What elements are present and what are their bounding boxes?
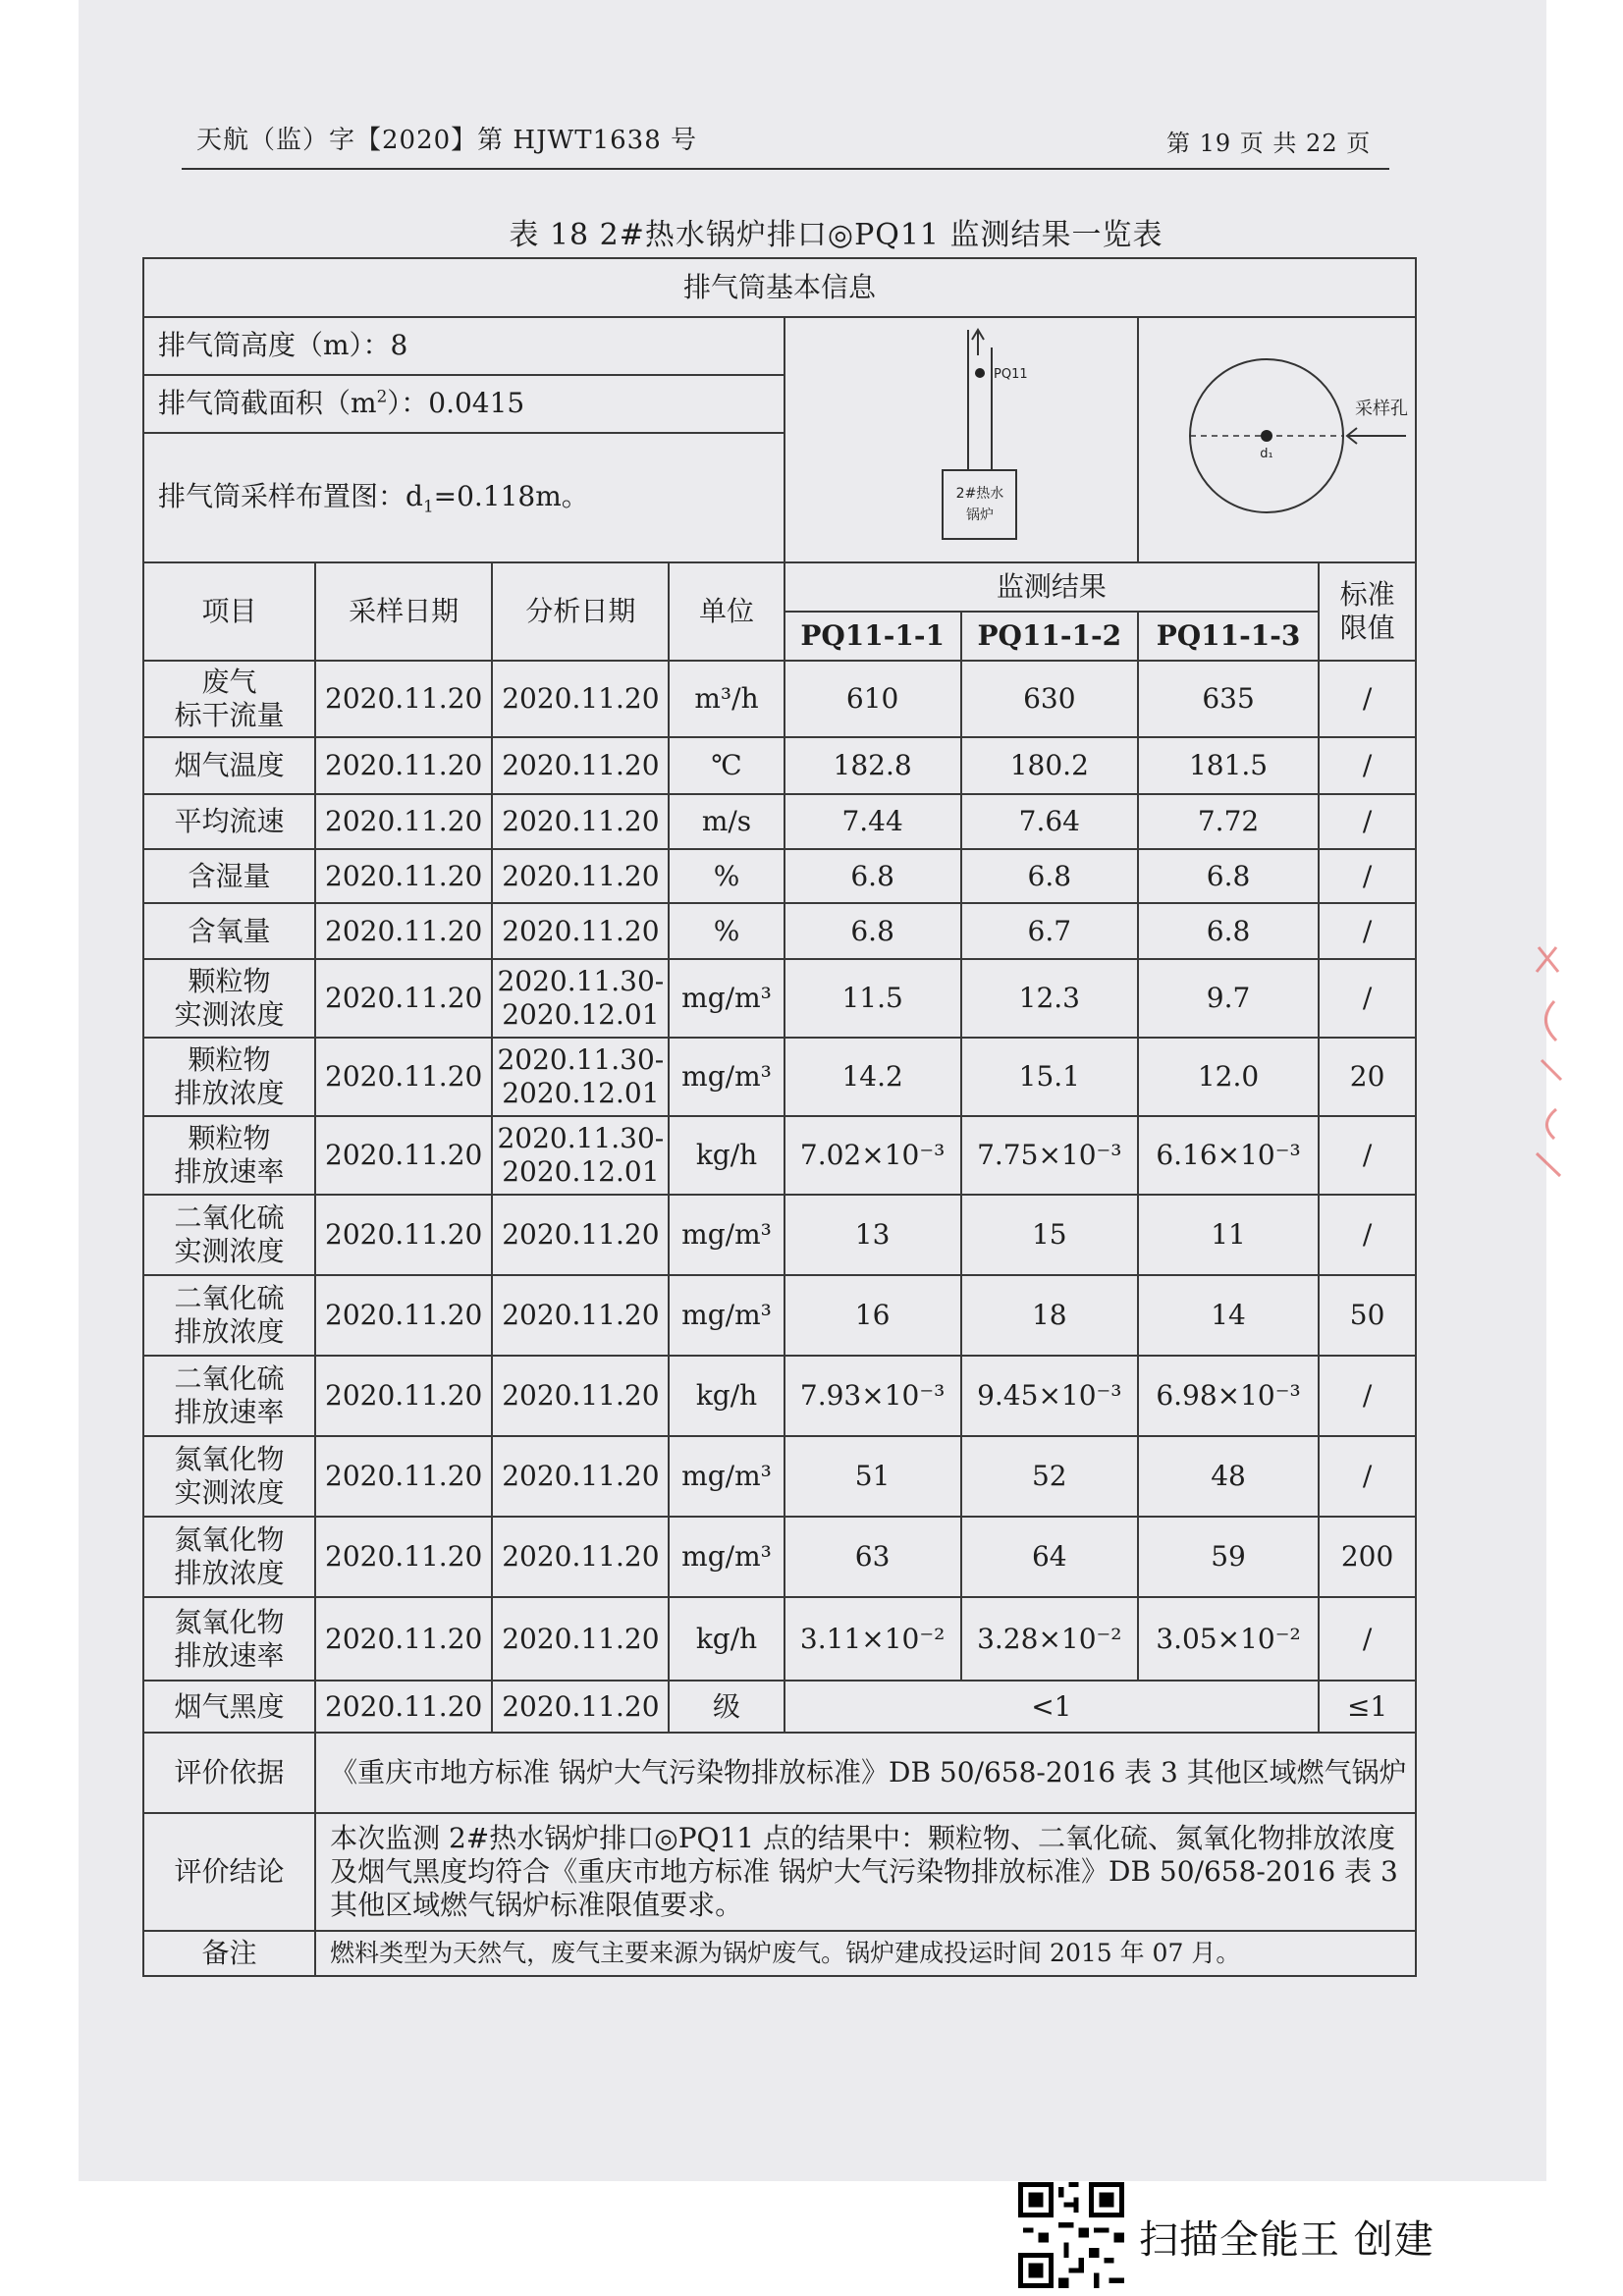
row-sample-date: 2020.11.20 — [315, 1517, 492, 1597]
sampling-port-icon — [1139, 318, 1508, 554]
smoke-analysis-date: 2020.11.20 — [492, 1681, 669, 1733]
row-item: 二氧化硫 实测浓度 — [143, 1195, 315, 1275]
smoke-value: <1 — [784, 1681, 1320, 1733]
table-row — [143, 849, 1416, 903]
conclusion-text: 本次监测 2#热水锅炉排口◎PQ11 点的结果中：颗粒物、二氧化硫、氮氧化物排放浓度及烟气黑度均符合《重庆市地方标准 锅炉大气污染物排放标准》DB 50/658-2016 表 3 其他区域燃气锅炉标准限值要求。 — [315, 1813, 1416, 1931]
row-analysis-date: 2020.11.20 — [492, 1195, 669, 1275]
table-row — [143, 1436, 1416, 1517]
scanner-watermark: 扫描全能王 创建 — [1139, 2217, 1434, 2263]
row-limit: / — [1319, 737, 1416, 794]
row-value-pq11-1-1: 3.11×10⁻² — [784, 1597, 961, 1681]
row-analysis-date: 2020.11.20 — [492, 737, 669, 794]
svg-text:2#热水: 2#热水 — [955, 486, 1003, 502]
smoke-sample-date: 2020.11.20 — [315, 1681, 492, 1733]
row-item: 二氧化硫 排放速率 — [143, 1356, 315, 1436]
row-value-pq11-1-1: 11.5 — [784, 959, 961, 1038]
row-unit: mg/m³ — [669, 1195, 784, 1275]
svg-text:采样孔: 采样孔 — [1354, 399, 1408, 419]
row-unit: mg/m³ — [669, 1275, 784, 1356]
row-limit: / — [1319, 959, 1416, 1038]
row-limit: 50 — [1319, 1275, 1416, 1356]
results-table — [142, 257, 1417, 1977]
row-analysis-date: 2020.11.20 — [492, 1275, 669, 1356]
row-unit: kg/h — [669, 1597, 784, 1681]
row-value-pq11-1-2: 7.75×10⁻³ — [961, 1116, 1138, 1195]
row-item: 颗粒物 排放浓度 — [143, 1038, 315, 1116]
row-limit: 20 — [1319, 1038, 1416, 1116]
row-sample-date: 2020.11.20 — [315, 1436, 492, 1517]
col-analysis-date: 分析日期 — [492, 562, 669, 661]
row-limit: / — [1319, 1116, 1416, 1195]
conclusion-label: 评价结论 — [143, 1813, 315, 1931]
row-value-pq11-1-3: 12.0 — [1138, 1038, 1319, 1116]
row-sample-date: 2020.11.20 — [315, 737, 492, 794]
row-item: 二氧化硫 排放浓度 — [143, 1275, 315, 1356]
row-value-pq11-1-3: 6.8 — [1138, 903, 1319, 959]
table-row — [143, 1116, 1416, 1195]
row-value-pq11-1-2: 15.1 — [961, 1038, 1138, 1116]
row-value-pq11-1-3: 6.98×10⁻³ — [1138, 1356, 1319, 1436]
row-value-pq11-1-1: 63 — [784, 1517, 961, 1597]
row-sample-date: 2020.11.20 — [315, 794, 492, 849]
row-value-pq11-1-1: 7.93×10⁻³ — [784, 1356, 961, 1436]
table-row — [143, 1195, 1416, 1275]
row-sample-date: 2020.11.20 — [315, 1356, 492, 1436]
row-value-pq11-1-1: 7.44 — [784, 794, 961, 849]
col-pq11-1-3: PQ11-1-3 — [1138, 612, 1319, 661]
col-pq11-1-1: PQ11-1-1 — [784, 612, 961, 661]
row-value-pq11-1-2: 6.8 — [961, 849, 1138, 903]
row-unit: m³/h — [669, 661, 784, 737]
col-limit: 标准限值 — [1319, 562, 1416, 661]
remark-text: 燃料类型为天然气，废气主要来源为锅炉废气。锅炉建成投运时间 2015 年 07 月。 — [315, 1931, 1416, 1976]
row-item: 废气 标干流量 — [143, 661, 315, 737]
row-value-pq11-1-1: 51 — [784, 1436, 961, 1517]
row-value-pq11-1-1: 6.8 — [784, 849, 961, 903]
table-title: 表 18 2#热水锅炉排口◎PQ11 监测结果一览表 — [509, 218, 1163, 252]
col-results: 监测结果 — [784, 562, 1320, 612]
col-sample-date: 采样日期 — [315, 562, 492, 661]
row-item: 含氧量 — [143, 903, 315, 959]
row-item: 烟气温度 — [143, 737, 315, 794]
row-analysis-date: 2020.11.30- 2020.12.01 — [492, 959, 669, 1038]
row-limit: / — [1319, 1597, 1416, 1681]
row-value-pq11-1-2: 9.45×10⁻³ — [961, 1356, 1138, 1436]
row-value-pq11-1-3: 6.8 — [1138, 849, 1319, 903]
row-value-pq11-1-3: 59 — [1138, 1517, 1319, 1597]
svg-text:PQ11: PQ11 — [993, 367, 1028, 382]
row-value-pq11-1-1: 182.8 — [784, 737, 961, 794]
row-analysis-date: 2020.11.20 — [492, 661, 669, 737]
row-item: 颗粒物 排放速率 — [143, 1116, 315, 1195]
stack-area: 排气筒截面积$(m^2)$：0.0415 — [143, 375, 784, 433]
row-analysis-date: 2020.11.20 — [492, 1517, 669, 1597]
basic-info-heading: 排气筒基本信息 — [143, 258, 1416, 317]
row-sample-date: 2020.11.20 — [315, 959, 492, 1038]
row-limit: / — [1319, 903, 1416, 959]
row-value-pq11-1-1: 7.02×10⁻³ — [784, 1116, 961, 1195]
table-row — [143, 1597, 1416, 1681]
table-row — [143, 959, 1416, 1038]
row-analysis-date: 2020.11.20 — [492, 794, 669, 849]
svg-text:锅炉: 锅炉 — [965, 507, 994, 523]
row-unit: % — [669, 903, 784, 959]
row-unit: kg/h — [669, 1356, 784, 1436]
row-unit: kg/h — [669, 1116, 784, 1195]
basis-text: 《重庆市地方标准 锅炉大气污染物排放标准》DB 50/658-2016 表 3 其他区域燃气锅炉 — [315, 1733, 1416, 1813]
row-item: 氮氧化物 排放浓度 — [143, 1517, 315, 1597]
row-sample-date: 2020.11.20 — [315, 1038, 492, 1116]
row-sample-date: 2020.11.20 — [315, 903, 492, 959]
report-number: 天航（监）字【2020】第 HJWT1638 号 — [196, 126, 698, 155]
page-indicator: 第 19 页 共 22 页 — [1166, 130, 1372, 157]
stack-diagram — [784, 317, 1138, 562]
table-row — [143, 1517, 1416, 1597]
row-item: 氮氧化物 排放速率 — [143, 1597, 315, 1681]
svg-text:d₁: d₁ — [1260, 447, 1273, 461]
row-value-pq11-1-2: 7.64 — [961, 794, 1138, 849]
row-sample-date: 2020.11.20 — [315, 661, 492, 737]
row-unit: mg/m³ — [669, 959, 784, 1038]
stack-height: 排气筒高度（m）：8 — [143, 317, 784, 375]
row-sample-date: 2020.11.20 — [315, 1195, 492, 1275]
row-value-pq11-1-2: 12.3 — [961, 959, 1138, 1038]
row-value-pq11-1-3: 9.7 — [1138, 959, 1319, 1038]
row-value-pq11-1-2: 630 — [961, 661, 1138, 737]
row-analysis-date: 2020.11.20 — [492, 849, 669, 903]
row-value-pq11-1-2: 6.7 — [961, 903, 1138, 959]
row-analysis-date: 2020.11.30- 2020.12.01 — [492, 1116, 669, 1195]
sampling-port-diagram — [1138, 317, 1416, 562]
row-analysis-date: 2020.11.20 — [492, 1436, 669, 1517]
stack-diagram-icon — [785, 318, 1178, 554]
table-row — [143, 737, 1416, 794]
row-analysis-date: 2020.11.30- 2020.12.01 — [492, 1038, 669, 1116]
row-limit: / — [1319, 661, 1416, 737]
col-pq11-1-2: PQ11-1-2 — [961, 612, 1138, 661]
row-item: 氮氧化物 实测浓度 — [143, 1436, 315, 1517]
row-unit: ℃ — [669, 737, 784, 794]
row-sample-date: 2020.11.20 — [315, 849, 492, 903]
row-unit: mg/m³ — [669, 1038, 784, 1116]
table-row — [143, 1038, 1416, 1116]
basis-label: 评价依据 — [143, 1733, 315, 1813]
row-value-pq11-1-2: 3.28×10⁻² — [961, 1597, 1138, 1681]
col-unit: 单位 — [669, 562, 784, 661]
row-limit: / — [1319, 1195, 1416, 1275]
row-value-pq11-1-1: 6.8 — [784, 903, 961, 959]
row-item: 颗粒物 实测浓度 — [143, 959, 315, 1038]
col-item: 项目 — [143, 562, 315, 661]
smoke-unit: 级 — [669, 1681, 784, 1733]
row-value-pq11-1-2: 52 — [961, 1436, 1138, 1517]
row-value-pq11-1-3: 14 — [1138, 1275, 1319, 1356]
table-row — [143, 1275, 1416, 1356]
row-sample-date: 2020.11.20 — [315, 1116, 492, 1195]
row-item: 平均流速 — [143, 794, 315, 849]
row-value-pq11-1-2: 64 — [961, 1517, 1138, 1597]
row-value-pq11-1-3: 48 — [1138, 1436, 1319, 1517]
row-item: 含湿量 — [143, 849, 315, 903]
row-unit: mg/m³ — [669, 1517, 784, 1597]
row-limit: / — [1319, 849, 1416, 903]
row-value-pq11-1-3: 3.05×10⁻² — [1138, 1597, 1319, 1681]
row-analysis-date: 2020.11.20 — [492, 903, 669, 959]
table-row — [143, 661, 1416, 737]
row-limit: / — [1319, 1356, 1416, 1436]
table-row — [143, 794, 1416, 849]
table-row — [143, 1356, 1416, 1436]
row-value-pq11-1-3: 11 — [1138, 1195, 1319, 1275]
row-analysis-date: 2020.11.20 — [492, 1356, 669, 1436]
qr-code-icon — [1018, 2182, 1124, 2288]
row-limit: / — [1319, 794, 1416, 849]
row-unit: mg/m³ — [669, 1436, 784, 1517]
smoke-item: 烟气黑度 — [143, 1681, 315, 1733]
sampling-layout: 排气筒采样布置图：$d_1=0.118m$。 — [143, 433, 784, 562]
row-unit: m/s — [669, 794, 784, 849]
table-row — [143, 903, 1416, 959]
red-stamp-edge — [1527, 942, 1566, 1178]
row-analysis-date: 2020.11.20 — [492, 1597, 669, 1681]
row-value-pq11-1-2: 15 — [961, 1195, 1138, 1275]
row-sample-date: 2020.11.20 — [315, 1275, 492, 1356]
row-sample-date: 2020.11.20 — [315, 1597, 492, 1681]
row-value-pq11-1-3: 635 — [1138, 661, 1319, 737]
row-unit: % — [669, 849, 784, 903]
remark-label: 备注 — [143, 1931, 315, 1976]
row-value-pq11-1-3: 6.16×10⁻³ — [1138, 1116, 1319, 1195]
row-value-pq11-1-1: 610 — [784, 661, 961, 737]
row-value-pq11-1-3: 181.5 — [1138, 737, 1319, 794]
row-limit: 200 — [1319, 1517, 1416, 1597]
row-limit: / — [1319, 1436, 1416, 1517]
row-value-pq11-1-1: 13 — [784, 1195, 961, 1275]
header-divider — [182, 168, 1389, 170]
row-value-pq11-1-2: 180.2 — [961, 737, 1138, 794]
row-value-pq11-1-1: 14.2 — [784, 1038, 961, 1116]
row-value-pq11-1-1: 16 — [784, 1275, 961, 1356]
row-value-pq11-1-3: 7.72 — [1138, 794, 1319, 849]
results-table-container — [142, 257, 1417, 1977]
smoke-limit: ≤1 — [1319, 1681, 1416, 1733]
row-value-pq11-1-2: 18 — [961, 1275, 1138, 1356]
